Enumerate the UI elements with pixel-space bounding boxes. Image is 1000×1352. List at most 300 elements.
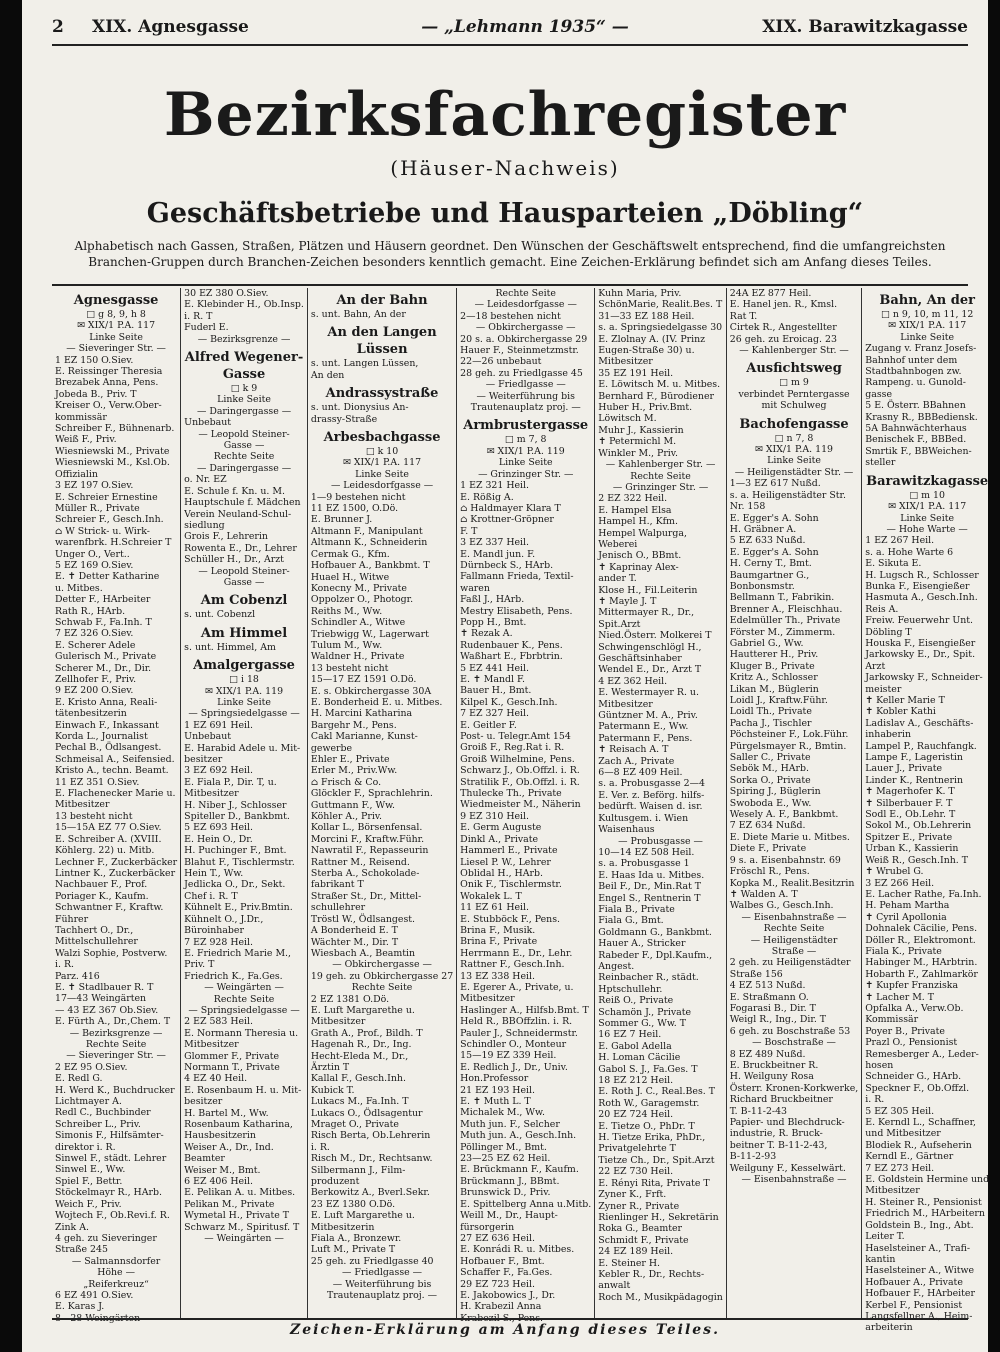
entry-line: Schwarz M., Spiritusf. T [184,1221,300,1233]
entry-line: Risch Berta, Ob.Lehrerin [310,1130,431,1142]
entry-line: — Friedlgasse — [485,379,566,391]
entry-line: waren [460,582,490,594]
entry-line: Ladislav A., Geschäfts- [865,717,974,729]
entry-line: Waßhart E., Fbrbtrin. [460,651,563,663]
entry-line: Pöllinger M., Bmt. [460,1141,547,1153]
entry-line: Bahnhof unter dem [865,354,958,366]
entry-line: Kristo A., techn. Beamt. [55,765,169,777]
running-head-left: XIX. Agnesgasse [92,17,249,37]
entry-line: Leiter T. [865,1231,905,1243]
entry-line: Kultusgem. i. Wien [598,812,689,824]
entry-line: 10—14 EZ 508 Heil. [598,846,695,858]
entry-line: ✝ Petermichl M. [598,436,677,448]
entry-line: Schreiber L., Priv. [55,1118,141,1130]
entry-line: Kerbel F., Pensionist [865,1299,963,1311]
entry-line: Straße — [771,945,817,957]
entry-line: direktor i. R. [55,1141,116,1153]
entry-line: Engel S., Rentnerin T [598,892,701,904]
entry-line: Krasny R., BBBediensk. [865,411,978,423]
entry-line: kommissär [55,411,107,423]
entry-line: Prazl O., Pensionist [865,1037,958,1049]
entry-line: Angest. [598,960,635,972]
entry-line: steller [865,457,896,469]
entry-line: Faßl J., HArb. [460,594,525,606]
entry-line: Rechte Seite [351,982,413,994]
entry-line: E. Schule f. Kn. u. M. [184,485,285,497]
entry-line: Grath A., Prof., Bildh. T [310,1027,423,1039]
entry-line: fabrikant T [310,879,364,891]
entry-line: Förster M., Zimmerm. [729,626,836,638]
entry-line: Mitbesitzer [184,1039,239,1051]
entry-line: Brunswick D., Priv. [460,1187,551,1199]
entry-line: 6 geh. zu Boschstraße 53 [729,1025,851,1037]
entry-line: E. Schreiber A. (XVIII. [55,833,162,845]
entry-line: Morcini F., Kraftw.Führ. [310,833,425,845]
entry-line: Stadtbahnbogen zw. [865,366,962,378]
entry-line: Ehler E., Private [310,754,390,765]
entry-line: Jarkowsky E., Dr., Spit. [865,649,976,661]
entry-line: ⌂ Krottner-Gröpner [460,514,554,526]
entry-line: Post- u. Telegr.Amt 154 [460,731,571,743]
entry-line: Likan M., Büglerin [729,683,819,695]
entry-line: E. ✝ Detter Katharine [55,571,160,583]
entry-line: Pelikan M., Private [184,1198,275,1210]
entry-line: 13 EZ 338 Heil. [460,970,535,982]
entry-line: E. Friedrich Marie M., [184,947,292,959]
entry-line: — Heiligenstädter Str. — [734,466,854,478]
entry-line: Rampeng. u. Gunold- [865,377,966,389]
entry-line: 5 EZ 305 Heil. [865,1105,935,1117]
entry-line: Glöckler F., Sprachlehrin. [310,788,433,800]
entry-line: Linder K., Rentnerin [865,774,963,786]
entry-line: Rechte Seite [213,993,275,1005]
entry-line: i. R. [55,959,74,971]
entry-line: Tulum M., Ww. [310,639,383,651]
entry-line: Tietze Ch., Dr., Spit.Arzt [598,1154,715,1166]
entry-line: 22—26 unbebaut [460,356,542,368]
entry-line: E. Jakobowics J., Dr. [460,1289,556,1301]
entry-line: E. Harabid Adele u. Mit- [184,742,301,754]
entry-line: E. Ver. z. Beförg. hilfs- [598,789,705,801]
entry-line: Bauer H., Bmt. [460,685,532,697]
entry-line: Liesel P. W., Lehrer [460,856,551,868]
entry-line: Poriager K., Kaufm. [55,890,149,902]
entry-line: Held R., BBOffzlin. i. R. [460,1016,573,1028]
entry-line: 7 EZ 327 Heil. [460,708,530,720]
entry-line: — Kahlenberger Str. — [739,345,849,357]
entry-line: 4 EZ 513 Nußd. [729,980,806,992]
entry-line: Rechte Seite [495,288,556,299]
entry-line: Unger O., Vert.. [55,548,130,560]
entry-line: Loidl J., Kraftw.Führ. [729,695,828,706]
entry-line: Bargehr M., Pens. [310,719,397,731]
entry-line: E. Redl G. [55,1073,103,1085]
entry-line: arbeiterin [865,1322,913,1334]
entry-line: A Bonderheid E. T [310,925,398,937]
entry-line: 8—28 Weingärten [55,1312,141,1324]
directory-column-2 [181,288,308,1318]
entry-line: Sterba A., Schokolade- [310,868,420,880]
entry-line: Müller R., Private [55,502,140,514]
entry-line: — Weingärten — [204,982,284,994]
entry-line: Arzt [865,660,886,672]
entry-line: ✝ Kupfer Franziska [865,980,959,992]
entry-line: 6 EZ 491 O.Siev. [55,1289,134,1301]
entry-line: — Leopold Steiner- [198,428,290,440]
entry-line: s. a. Probusgasse 2—4 [598,778,705,790]
entry-line: Köhler A., Priv. [310,811,383,823]
entry-line: Schindler A., Witwe [310,617,406,629]
entry-line: 5 EZ 693 Heil. [184,822,254,834]
street-heading: Agnesgasse [73,293,159,308]
entry-line: E. Spittelberg Anna u.Mitb. [460,1198,592,1210]
entry-line: Kühnelt O., J.Dr., [184,913,264,925]
entry-line: Thulecke Th., Private [460,788,562,800]
directory-page [22,0,988,1352]
directory-column-3 [308,288,457,1318]
entry-line: H. Bartel M., Ww. [184,1107,269,1119]
entry-line: H. Loman Cäcilie [598,1052,681,1064]
entry-line: Wokalek L. T [460,890,522,902]
entry-line: s. a. Probusgasse 1 [598,858,690,870]
entry-line: Normann T., Private [184,1061,280,1073]
entry-line: Weill M., Dr., Haupt- [460,1210,558,1222]
entry-line: Berkowitz A., Bverl.Sekr. [310,1187,430,1199]
entry-line: — Daringergasse — [196,405,292,417]
entry-line: 3 EZ 692 Heil. [184,765,254,777]
entry-line: Österr. Kronen-Korkwerke, [729,1082,859,1094]
entry-line: E. Schreier Ernestine [55,491,158,503]
entry-line: 1—3 EZ 617 Nußd. [729,478,821,490]
entry-line: anwalt [598,1280,631,1292]
running-head-center: — „Lehmann 1935“ — [421,17,629,37]
entry-line: — Leidesdorfgasse — [330,480,434,492]
entry-line: Hptschullehr. [598,983,663,995]
entry-line: Oppolzer O., Photogr. [310,594,414,606]
entry-line: 1—9 bestehen nicht [310,491,406,503]
entry-line: H. Niber J., Schlosser [184,799,287,811]
entry-line: besitzer [184,754,223,765]
entry-line: ander T. [598,573,637,585]
entry-line: Brenner A., Fleischhau. [729,603,843,615]
entry-line: E. Diete Marie u. Mitbes. [729,831,850,843]
entry-line: Mitbesitzer [598,698,653,710]
entry-line: Groiß Wilhelmine, Pens. [460,753,575,765]
entry-line: Tröstl W., Ödlsangest. [310,913,416,925]
entry-line: Ärztin T [310,1061,350,1073]
entry-line: 15—15A EZ 77 O.Siev. [55,822,162,834]
entry-line: 3 EZ 337 Heil. [460,537,530,549]
entry-line: Fiala G., Bmt. [598,915,664,927]
entry-line: E. Egger's A. Sohn [729,512,819,524]
entry-line: Mitbesitzer [310,1016,366,1028]
entry-line: Konecny M., Private [310,582,407,594]
entry-line: E. Klebinder H., Ob.Insp. [184,299,304,311]
entry-line: Weigl R., Ing., Dir. T [729,1014,827,1026]
entry-line: Verein Neuland-Schul- [184,508,292,520]
entry-line: E. Zlolnay A. (IV. Prinz [598,333,706,345]
entry-line: Poyer B., Private [865,1025,945,1037]
entry-line: Zellhofer F., Priv. [55,674,137,685]
entry-line: 22 EZ 730 Heil. [598,1166,674,1178]
entry-line: Blodiek R., Aufseherin [865,1139,972,1151]
entry-line: E. Steiner H. [598,1257,661,1269]
entry-line: ✉ XIX/1 P.A. 119 [205,685,284,697]
entry-line: 26 geh. zu Eroicag. 23 [729,333,837,345]
entry-line: Walzi Sophie, Postverw. [55,947,168,959]
entry-line: Walbes G., Gesch.Inh. [729,900,834,912]
entry-line: Kollar L., Börsenfensal. [310,822,423,834]
entry-line: Zugang v. Franz Josefs- [865,343,977,355]
entry-line: Kilpel K., Gesch.Inh. [460,696,558,708]
entry-line: E. Straßmann O. [729,991,809,1003]
entry-line: Rattner F., Gesch.Inh. [460,959,565,971]
entry-line: E. Geitler F. [460,719,517,731]
entry-line: □ m 10 [909,489,945,501]
street-heading: Arbesbachgasse [323,430,441,446]
entry-line: 5 E. Österr. BBahnen [865,400,966,412]
entry-line: Straße 156 [729,968,783,980]
entry-line: 4 EZ 362 Heil. [598,675,668,687]
entry-line: Haslinger A., Hilfsb.Bmt. T [460,1004,589,1016]
entry-line: Lechner F., Zuckerbäcker [55,856,178,868]
entry-line: Führer [55,913,89,925]
entry-line: E. Konrádi R. u. Mitbes. [460,1244,575,1256]
entry-line: s. unt. Langen Lüssen, [310,358,419,370]
entry-line: s. unt. Bahn, An der [310,309,406,320]
entry-line: Parz. 416 [55,970,100,982]
entry-line: 23 EZ 1380 O.Dö. [310,1198,396,1210]
entry-line: Papier- und Blechdruck- [729,1117,845,1129]
entry-line: 3 EZ 197 O.Siev. [55,480,134,492]
entry-line: Gasse — [223,576,265,588]
entry-line: Goldmann G., Bankbmt. [598,926,712,938]
entry-line: Spit.Arzt [598,618,641,630]
entry-line: E. Stubböck F., Pens. [460,913,561,925]
entry-line: Spitzer E., Private [865,831,953,843]
entry-line: ✝ Cyril Apollonia [865,911,947,923]
entry-line: 2 geh. zu Heiligenstädter [729,957,851,969]
entry-line: H. Peham Martha [865,900,950,912]
entry-line: 9 EZ 200 O.Siev. [55,685,134,697]
entry-line: — Sieveringer Str. — [66,343,166,355]
entry-line: Brückmann J., BBmt. [460,1175,560,1187]
entry-line: Schreier F., Gesch.Inh. [55,514,164,526]
street-heading: An der Bahn [336,293,428,308]
entry-line: s. unt. Cobenzl [184,609,256,621]
entry-line: E. Lacher Rathe, Fa.Inh. [865,888,982,900]
entry-line: E. Tietze O., PhDr. T [598,1120,695,1132]
entry-line: Freiw. Feuerwehr Unt. [865,615,974,627]
entry-line: Houska F., Eisengießer [865,637,976,649]
entry-line: Hofbauer A., Private [865,1276,963,1288]
entry-line: 5 EZ 441 Heil. [460,662,530,674]
entry-line: Muth jun. F., Selcher [460,1118,560,1130]
entry-line: E. Bonderheid E. u. Mitbes. [310,696,443,708]
entry-line: Kuhn Maria, Priv. [598,288,682,299]
entry-line: Schmeisal A., Seifensied. [55,753,175,765]
street-heading: Alfred Wegener-Gasse [184,350,304,383]
entry-line: Zink A. [55,1221,89,1233]
entry-line: Oblidal H., HArb. [460,867,543,879]
entry-line: E. Hampel Elsa [598,504,672,516]
entry-line: 16 EZ 7 Heil. [598,1029,662,1041]
entry-line: 19 geh. zu Obkirchergasse 27 [310,970,454,982]
entry-line: Schwab F., Fa.Inh. T [55,616,152,628]
entry-line: Mitbesitzer [184,788,239,800]
entry-line: Unbebaut [184,731,232,743]
entry-line: Gulerisch M., Private [55,651,157,663]
entry-line: Friedrich M., HArbeitern [865,1208,985,1220]
entry-line: Lukacs O., Ödlsagentur [310,1107,423,1119]
entry-line: Muhr J., Kassierin [598,424,684,436]
entry-line: Lauer J., Private [865,763,943,775]
entry-line: o. Nr. EZ [184,474,227,486]
entry-line: fürsorgerin [460,1221,515,1233]
entry-line: Rechte Seite [630,470,691,482]
entry-line: Hempel Walpurga, [598,527,687,539]
street-heading: Andrassystraße [325,386,439,402]
entry-line: Spiteller D., Bankbmt. [184,811,290,823]
entry-line: Rudenbauer K., Pens. [460,639,563,651]
entry-line: drassy-Straße [310,413,378,425]
entry-line: i. R. T [184,310,213,322]
entry-line: H. Weilguny Rosa [729,1071,814,1083]
entry-line: H. Cerny T., Bmt. [729,558,812,570]
entry-line: 1 EZ 321 Heil. [460,480,530,492]
entry-line: Herrmann E., Dr., Lehr. [460,947,573,959]
entry-line: ✝ Reisach A. T [598,744,669,756]
entry-line: 5 EZ 169 O.Siev. [55,559,134,571]
entry-line: Blahut F., Tischlermstr. [184,856,295,868]
entry-line: Unbebaut [184,417,232,429]
entry-line: 1 EZ 691 Heil. [184,719,254,731]
entry-line: s. a. Springsiedelgasse 30 [598,322,723,334]
entry-line: warenfbrk. H.Schreier T [55,537,172,549]
entry-line: Linke Seite [355,468,409,480]
entry-line: Jenisch O., BBmt. [598,550,682,562]
entry-line: E. Egerer A., Private, u. [460,981,574,993]
entry-line: Mittermayer R., Dr., [598,607,695,619]
entry-line: ⌂ Frisch & Co. [310,776,382,788]
entry-line: Hofbauer F., Bmt. [460,1255,545,1267]
entry-line: E. Brunner J. [310,514,373,526]
entry-line: F. T [460,525,478,537]
entry-line: Rienlinger H., Sekretärin [598,1211,719,1223]
entry-line: Rowenta E., Dr., Lehrer [184,542,297,554]
entry-line: Hein T., Ww. [184,868,244,880]
entry-line: Reinbacher R., städt. [598,972,699,984]
entry-line: Beil F., Dr., Min.Rat T [598,881,702,893]
entry-line: Kopka M., Realit.Besitzrin [729,877,855,889]
entry-line: 30 EZ 380 O.Siev. [184,288,269,299]
entry-line: Wesely A. F., Bankbmt. [729,809,839,821]
directory-column-5 [595,288,727,1318]
entry-line: E. Bruckbeitner R. [729,1060,819,1071]
entry-line: Kubick T. [310,1084,355,1096]
entry-line: bedürft. Waisen d. isr. [598,801,703,813]
entry-line: 18 EZ 212 Heil. [598,1075,674,1087]
entry-line: Döller R., Elektromont. [865,934,976,946]
entry-line: 20 s. a. Obkirchergasse 29 [460,333,588,345]
entry-line: Cakl Marianne, Kunst- [310,731,418,743]
entry-line: Risch M., Dr., Rechtsanw. [310,1153,433,1165]
entry-line: ✝ Lacher M. T [865,991,935,1003]
entry-line: s. unt. Himmel, Am [184,641,276,653]
entry-line: Fuderl E. [184,322,229,334]
entry-line: Urban K., Kassierin [865,843,959,855]
entry-line: Linke Seite [217,394,271,406]
entry-line: 29 EZ 723 Heil. [460,1278,535,1290]
entry-line: Grois F., Lehrerin [184,531,268,543]
entry-line: Beamter [184,1153,225,1165]
entry-line: E. Westermayer R. u. [598,687,699,699]
entry-line: 24 EZ 189 Heil. [598,1246,674,1258]
entry-line: ✉ XIX/1 P.A. 117 [343,457,422,469]
entry-line: Lampe F., Lageristin [865,752,963,764]
entry-line: — Leidesdorfgasse — [474,299,577,311]
entry-line: Wiesbach A., Beamtin [310,947,416,959]
entry-line: ✉ XIX/1 P.A. 119 [486,445,565,457]
entry-line: Linke Seite [89,331,143,343]
entry-line: Fogarasi B., Dir. T [729,1002,816,1014]
entry-line: Hautterer H., Priv. [729,649,819,661]
entry-line: Lintner K., Zuckerbäcker [55,867,176,879]
entry-line: siedlung [184,519,225,531]
entry-line: 2 EZ 583 Heil. [184,1016,254,1028]
entry-line: Scherer M., Dr., Dir. [55,662,152,674]
entry-line: Cirtek R., Angestellter [729,322,837,334]
entry-line: 13 besteht nicht [55,810,133,822]
entry-line: — 43 EZ 367 Ob.Siev. [55,1004,159,1016]
entry-line: E. Fiala P., Dir. T, u. [184,776,277,788]
entry-line: mit Schulweg [761,400,827,412]
entry-line: Brina F., Private [460,936,538,948]
running-head [52,14,968,40]
entry-line: E. Rößig A. [460,491,514,503]
entry-line: Huber H., Priv.Bmt. [598,402,693,414]
page-subtitle: (Häuser-Nachweis) [390,156,620,180]
entry-line: inhaberin [865,729,911,741]
entry-line: — Weiterführung bis [476,390,575,402]
entry-line: Kommissär [865,1014,919,1026]
entry-line: Habinger M., HArbtrin. [865,957,978,969]
entry-line: hosen [865,1060,894,1071]
entry-line: Rat T. [729,310,758,322]
entry-line: H. Lugsch R., Schlosser [865,569,979,581]
entry-line: Löwitsch M. [598,413,657,425]
entry-line: Haselsteiner A., Witwe [865,1265,975,1277]
entry-line: Erler M., Priv.Ww. [310,765,398,777]
entry-line: Sebök M., HArb. [729,763,810,775]
entry-line: 17—43 Weingärten [55,993,147,1005]
entry-line: Cermak G., Kfm. [310,548,390,560]
entry-line: Sodl E., Ob.Lehr. T [865,809,956,821]
entry-line: Langsfellner A., Heim- [865,1310,973,1322]
entry-line: Schindler O., Monteur [460,1039,567,1050]
entry-line: Gasse — [223,440,265,452]
entry-line: 5A Bahnwächterhaus [865,423,967,435]
entry-line: — Boschstraße — [752,1037,836,1049]
entry-line: Hampel H., Kfm. [598,516,678,528]
entry-line: — Daringergasse — [196,462,292,474]
entry-line: 11 EZ 1500, O.Dö. [310,503,399,515]
entry-line: H. Gräbner A. [729,523,797,535]
entry-line: 15—19 EZ 339 Heil. [460,1050,557,1062]
entry-line: produzent [310,1176,360,1188]
entry-line: Köhlerg. 22) u. Mitb. [55,845,155,857]
entry-line: 8 EZ 489 Nußd. [729,1048,806,1060]
